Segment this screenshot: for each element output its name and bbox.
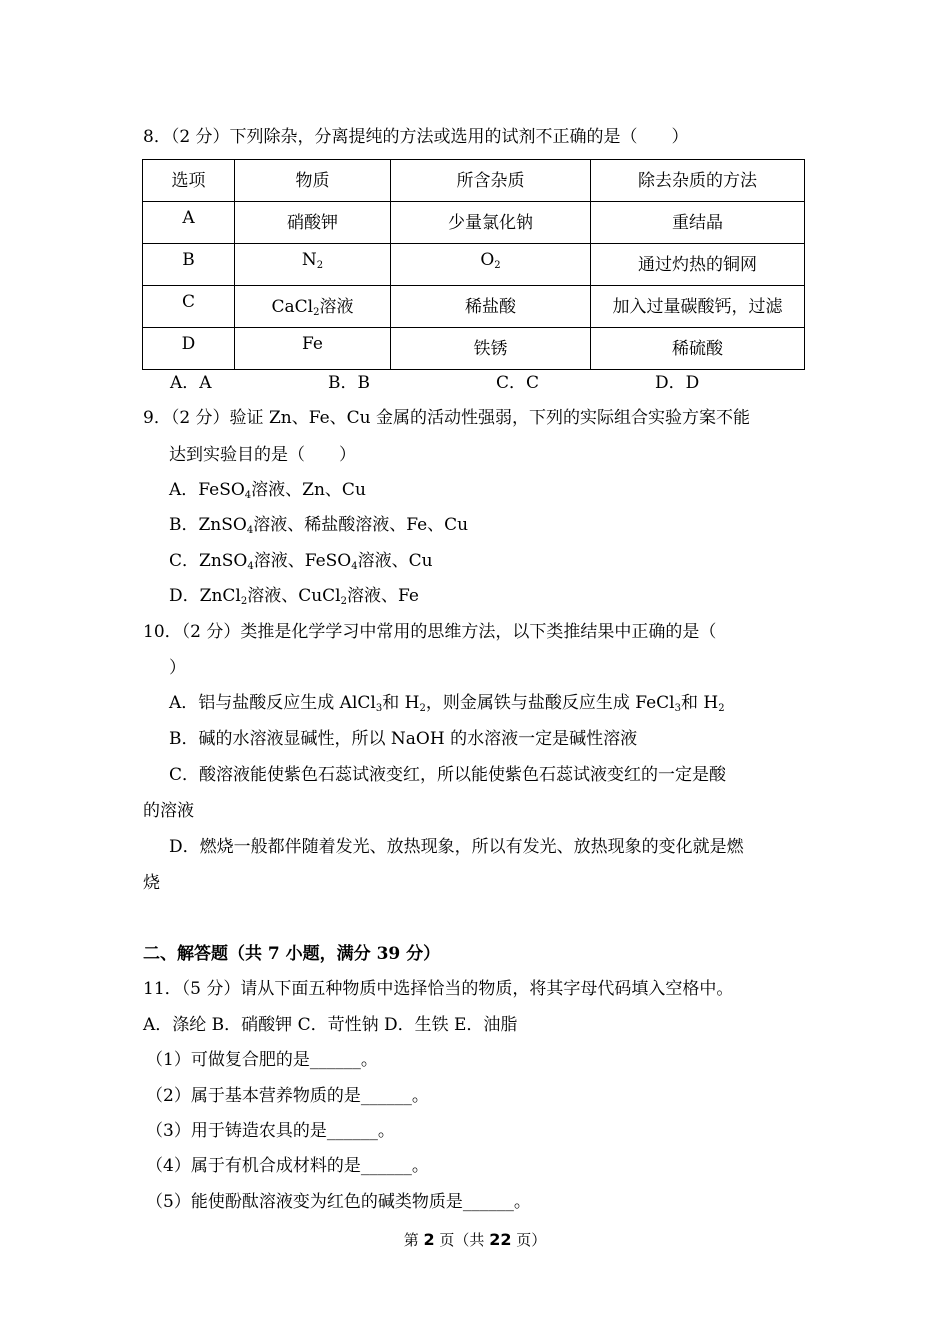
table-row — [143, 244, 805, 286]
header-method: 除去杂质的方法 — [591, 160, 805, 202]
subscript: 2 — [340, 596, 347, 607]
q8-stem: 8．（2 分）下列除杂，分离提纯的方法或选用的试剂不正确的是（ ） — [143, 127, 689, 147]
q11-item-3: （3）用于铸造农具的是______。 — [146, 1121, 395, 1141]
table-row — [143, 328, 805, 370]
cell-method: 稀硫酸 — [591, 328, 805, 370]
subscript: 2 — [419, 703, 426, 714]
q9-option-a — [169, 479, 366, 501]
subscript: 3 — [375, 703, 383, 714]
q8-option-d: D．D — [655, 373, 700, 393]
q9-option-b — [169, 514, 468, 536]
subscript: 3 — [674, 703, 681, 714]
subscript: 4 — [351, 561, 358, 572]
formula-text: CaCl — [271, 297, 314, 317]
header-impurity: 所含杂质 — [391, 160, 591, 202]
subscript: 2 — [240, 596, 248, 607]
footer-text: 页（共 — [434, 1231, 490, 1249]
subscript: 2 — [313, 307, 320, 318]
cell-method: 通过灼热的铜网 — [591, 244, 805, 286]
table-header-row — [143, 160, 805, 202]
subscript: 2 — [718, 703, 725, 714]
page-footer — [0, 1230, 950, 1250]
formula-text: O — [480, 250, 495, 270]
option-text: 溶液、FeSO — [253, 551, 352, 571]
table-row — [143, 286, 805, 328]
subscript: 4 — [246, 525, 254, 536]
option-text: 溶液、稀盐酸溶液、Fe、Cu — [253, 515, 469, 535]
section-heading: 二、解答题（共 7 小题，满分 39 分） — [143, 944, 441, 964]
subscript: 2 — [494, 260, 501, 271]
formula-text: 溶液 — [319, 297, 354, 317]
q8-table — [142, 159, 805, 370]
table-row — [143, 202, 805, 244]
q8-option-c: C．C — [496, 373, 540, 393]
q10-option-d-line1: D．燃烧一般都伴随着发光、放热现象，所以有发光、放热现象的变化就是燃 — [169, 837, 744, 857]
option-text: 和 H — [680, 693, 719, 713]
q10-stem-line2: ） — [169, 658, 186, 678]
q10-option-c-line2: 的溶液 — [143, 801, 194, 821]
q9-option-d — [169, 585, 419, 607]
q11-item-5: （5）能使酚酞溶液变为红色的碱类物质是______。 — [146, 1192, 531, 1212]
q10-option-a — [169, 692, 725, 714]
page-number: 2 — [423, 1230, 435, 1249]
cell-substance — [235, 244, 391, 286]
option-text: 溶液、Cu — [357, 551, 433, 571]
cell-impurity: 稀盐酸 — [391, 286, 591, 328]
q11-item-1: （1）可做复合肥的是______。 — [146, 1050, 378, 1070]
subscript: 4 — [244, 490, 252, 501]
cell-option: A — [143, 202, 235, 244]
option-text: 和 H — [382, 693, 420, 713]
header-option: 选项 — [143, 160, 235, 202]
q9-stem-line2: 达到实验目的是（ ） — [169, 445, 356, 465]
cell-impurity: 少量氯化钠 — [391, 202, 591, 244]
option-text: C．ZnSO — [169, 551, 248, 571]
option-text: 溶液、Fe — [347, 586, 419, 606]
q8-option-a: A．A — [170, 373, 212, 393]
cell-option: D — [143, 328, 235, 370]
cell-impurity — [391, 244, 591, 286]
subscript: 4 — [247, 561, 254, 572]
cell-option: B — [143, 244, 235, 286]
footer-text: 页） — [511, 1231, 547, 1249]
footer-text: 第 — [403, 1231, 424, 1249]
q11-choices: A．涤纶 B．硝酸钾 C．苛性钠 D．生铁 E．油脂 — [143, 1015, 518, 1035]
formula-text: N — [301, 250, 317, 270]
cell-method: 加入过量碳酸钙，过滤 — [591, 286, 805, 328]
option-text: 溶液、CuCl — [247, 586, 341, 606]
q10-stem-line1: 10．（2 分）类推是化学学习中常用的思维方法，以下类推结果中正确的是（ — [143, 622, 717, 642]
option-text: A．FeSO — [169, 480, 245, 500]
option-text: A．铝与盐酸反应生成 AlCl — [169, 693, 376, 713]
cell-impurity: 铁锈 — [391, 328, 591, 370]
q8-option-b: B．B — [328, 373, 370, 393]
q9-option-c — [169, 550, 433, 572]
option-text: 溶液、Zn、Cu — [251, 480, 366, 500]
option-text: B．ZnSO — [169, 515, 247, 535]
q10-option-d-line2: 烧 — [143, 873, 160, 893]
subscript: 2 — [316, 260, 324, 271]
option-text: ，则金属铁与盐酸反应生成 FeCl — [425, 693, 675, 713]
cell-substance — [235, 286, 391, 328]
q11-item-2: （2）属于基本营养物质的是______。 — [146, 1086, 429, 1106]
header-substance: 物质 — [235, 160, 391, 202]
total-pages: 22 — [489, 1230, 512, 1249]
cell-substance: Fe — [235, 328, 391, 370]
q11-item-4: （4）属于有机合成材料的是______。 — [146, 1156, 429, 1176]
q10-option-c-line1: C．酸溶液能使紫色石蕊试液变红，所以能使紫色石蕊试液变红的一定是酸 — [169, 765, 727, 785]
q9-stem-line1: 9．（2 分）验证 Zn、Fe、Cu 金属的活动性强弱，下列的实际组合实验方案不能 — [143, 408, 750, 428]
cell-option: C — [143, 286, 235, 328]
option-text: D．ZnCl — [169, 586, 241, 606]
cell-substance: 硝酸钾 — [235, 202, 391, 244]
q11-stem: 11．（5 分）请从下面五种物质中选择恰当的物质，将其字母代码填入空格中。 — [143, 979, 734, 999]
cell-method: 重结晶 — [591, 202, 805, 244]
q10-option-b: B．碱的水溶液显碱性，所以 NaOH 的水溶液一定是碱性溶液 — [169, 729, 638, 749]
